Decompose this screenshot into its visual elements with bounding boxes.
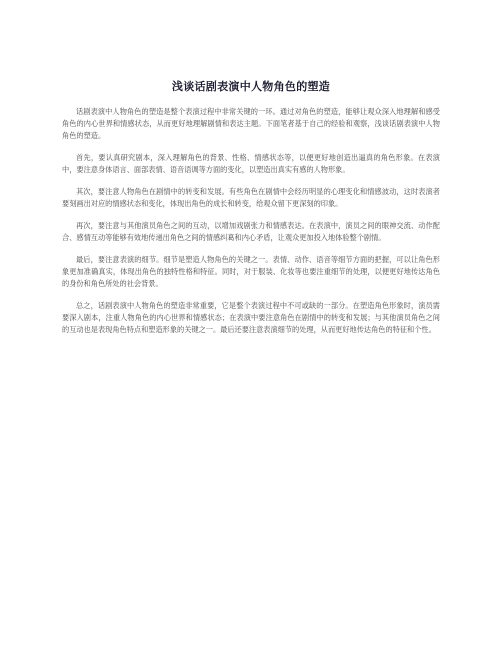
paragraph-conclusion: 总之，话剧表演中人物角色的塑造非常重要，它是整个表演过程中不可或缺的一部分。在塑造角色形象时，演员需要深入剧本，注重人物角色的内心世界和情感状态；在表演中要注意角色在剧情中的转变和发展；与其他演员角色之间的互动也是表现角色特点和塑造形象的关键之一。最后还要注意表演细节的处理，从而更好地传达角色的特征和个性。 (62, 301, 440, 334)
paragraph-fourth: 最后，要注意表演的细节。细节是塑造人物角色的关键之一。表情、动作、语音等细节方面的把握，可以让角色形象更加准确真实，体现出角色的独特性格和特征。同时，对于服装、化妆等也要注重细节的处理，以便更好地传达角色的身份和角色所处的社会背景。 (62, 255, 440, 288)
document-title: 浅谈话剧表演中人物角色的塑造 (171, 80, 331, 93)
paragraph-second: 其次，要注意人物角色在剧情中的转变和发展。有些角色在剧情中会经历明显的心理变化和情感波动，这时表演者要刻画出对应的情感状态和变化，体现出角色的成长和转变，给观众留下更深刻的印象。 (62, 187, 440, 208)
paragraph-third: 再次，要注意与其他演员角色之间的互动，以增加戏剧张力和情感表达。在表演中，演员之间的眼神交流、动作配合、感情互动等能够有效地传递出角色之间的情感纠葛和内心矛盾，让观众更加投入地体验整个剧情。 (62, 221, 440, 242)
document-body (62, 106, 440, 346)
paragraph-first: 首先，要认真研究剧本，深入理解角色的背景、性格、情感状态等，以便更好地创造出逼真的角色形象。在表演中，要注意身体语言、面部表情、语音语调等方面的变化，以塑造出真实有感的人物形象。 (62, 153, 440, 174)
paragraph-intro: 话剧表演中人物角色的塑造是整个表演过程中非常关键的一环。通过对角色的塑造，能够让观众深入地理解和感受角色的内心世界和情感状态，从而更好地理解剧情和表达主题。下面笔者基于自己的经验和观察，浅谈话剧表演中人物角色的塑造。 (62, 107, 440, 140)
